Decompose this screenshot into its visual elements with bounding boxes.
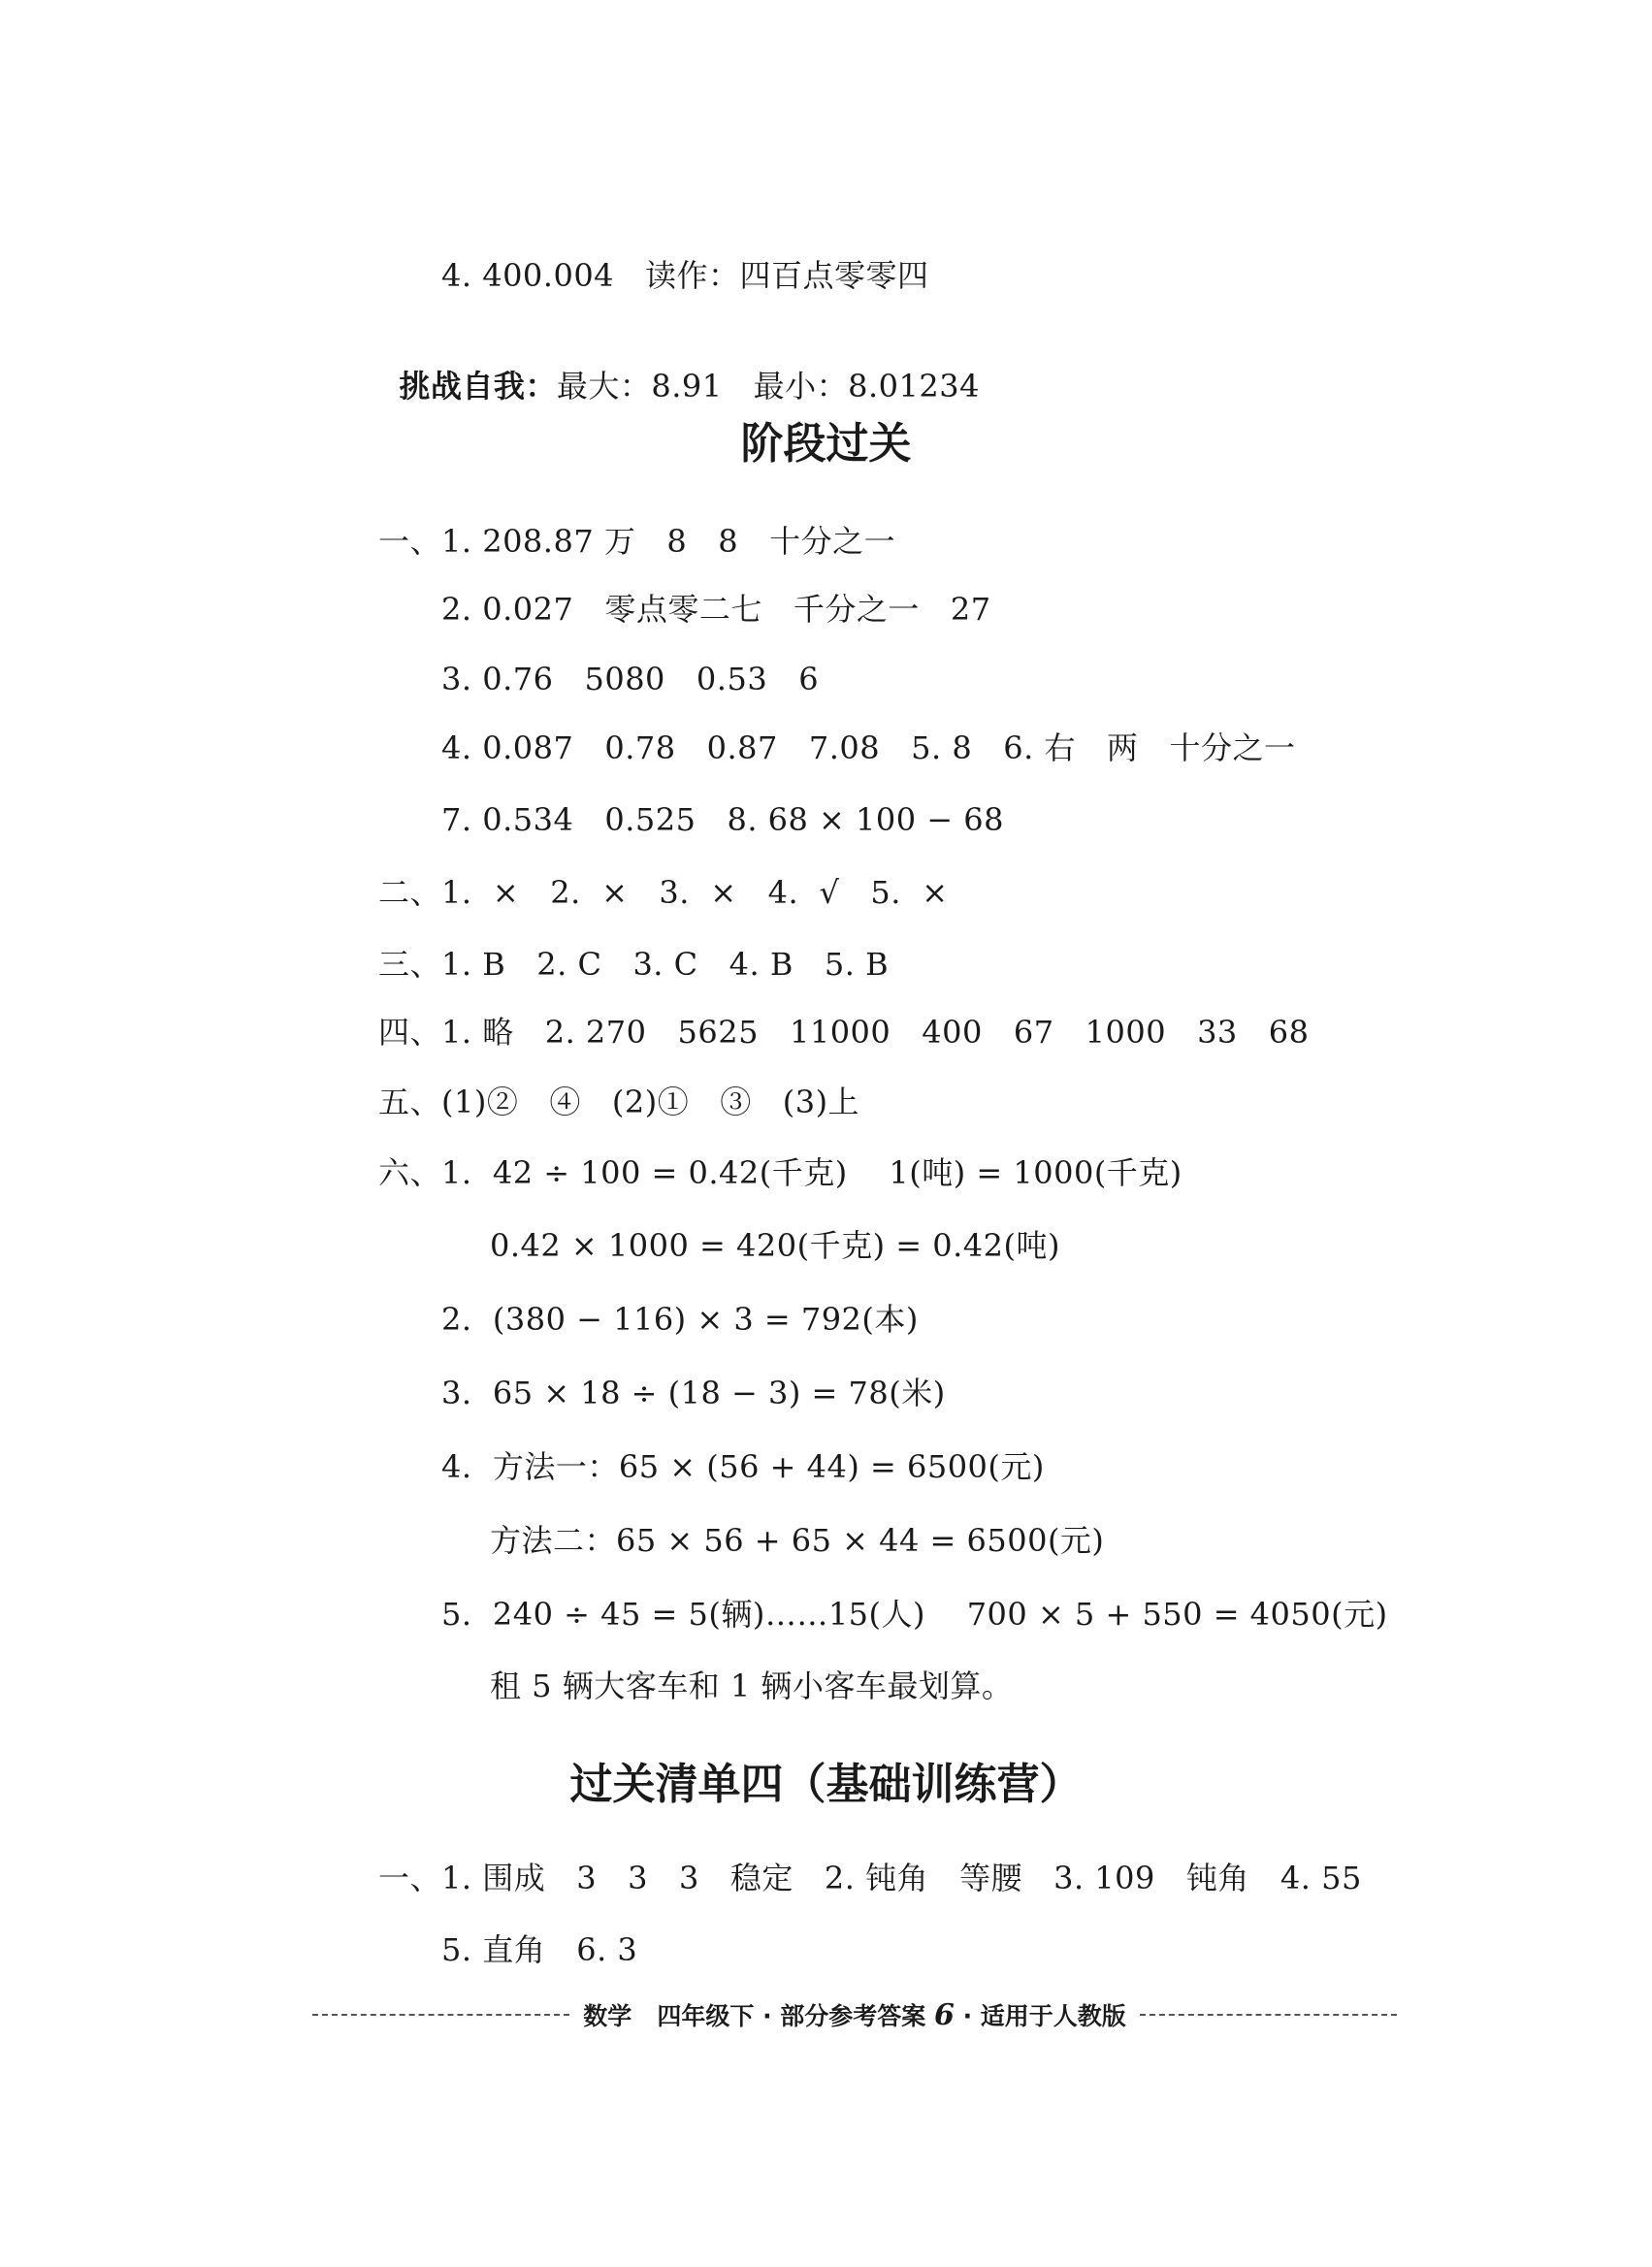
page-number: 6 [933, 1998, 955, 2032]
section-title: 过关清单四（基础训练营） [569, 1760, 1083, 1809]
challenge-line [378, 328, 980, 405]
answer-line: 2. (380 − 116) × 3 = 792(本) [441, 1301, 919, 1338]
answer-line: 一、1. 208.87 万 8 8 十分之一 [378, 523, 896, 560]
footer-label: 数学 四年级下 · 部分参考答案 [583, 2002, 934, 2030]
answer-line: 四、1. 略 2. 270 5625 11000 400 67 1000 33 68 [378, 1014, 1310, 1051]
answer-line: 7. 0.534 0.525 8. 68 × 100 − 68 [441, 801, 1004, 838]
challenge-text: 最大：8.91 最小：8.01234 [556, 368, 980, 405]
answer-line: 0.42 × 1000 = 420(千克) = 0.42(吨) [490, 1227, 1060, 1264]
answer-line: 六、1. 42 ÷ 100 = 0.42(千克) 1(吨) = 1000(千克) [378, 1154, 1182, 1191]
challenge-label: 挑战自我： [399, 368, 557, 405]
answer-line: 三、1. B 2. C 3. C 4. B 5. B [378, 946, 890, 983]
answer-line: 一、1. 围成 3 3 3 稳定 2. 钝角 等腰 3. 109 钝角 4. 55 [378, 1860, 1362, 1896]
answer-line: 3. 0.76 5080 0.53 6 [441, 661, 820, 697]
answer-line: 3. 65 × 18 ÷ (18 − 3) = 78(米) [441, 1375, 946, 1411]
answer-line: 方法二：65 × 56 + 65 × 44 = 6500(元) [490, 1522, 1105, 1559]
footer-divider [1140, 2014, 1397, 2016]
answer-line: 4. 400.004 读作：四百点零零四 [441, 257, 929, 294]
footer-edition: · 适用于人教版 [954, 2002, 1126, 2030]
answer-line: 租 5 辆大客车和 1 辆小客车最划算。 [490, 1668, 1014, 1704]
section-title: 阶段过关 [740, 419, 912, 469]
answer-line: 4. 方法一：65 × (56 + 44) = 6500(元) [441, 1448, 1045, 1485]
answer-line: 五、(1)② ④ (2)① ③ (3)上 [378, 1084, 860, 1120]
footer-text [569, 1997, 1140, 2032]
answer-line: 2. 0.027 零点零二七 千分之一 27 [441, 591, 991, 628]
answer-line: 二、1. × 2. × 3. × 4. √ 5. × [378, 874, 949, 911]
answer-line: 5. 直角 6. 3 [441, 1931, 638, 1968]
page-footer [312, 1998, 1397, 2032]
answer-line: 4. 0.087 0.78 0.87 7.08 5. 8 6. 右 两 十分之一 [441, 729, 1296, 766]
footer-divider [312, 2014, 569, 2016]
answer-line: 5. 240 ÷ 45 = 5(辆)……15(人) 700 × 5 + 550 = 4050(元) [441, 1596, 1388, 1633]
